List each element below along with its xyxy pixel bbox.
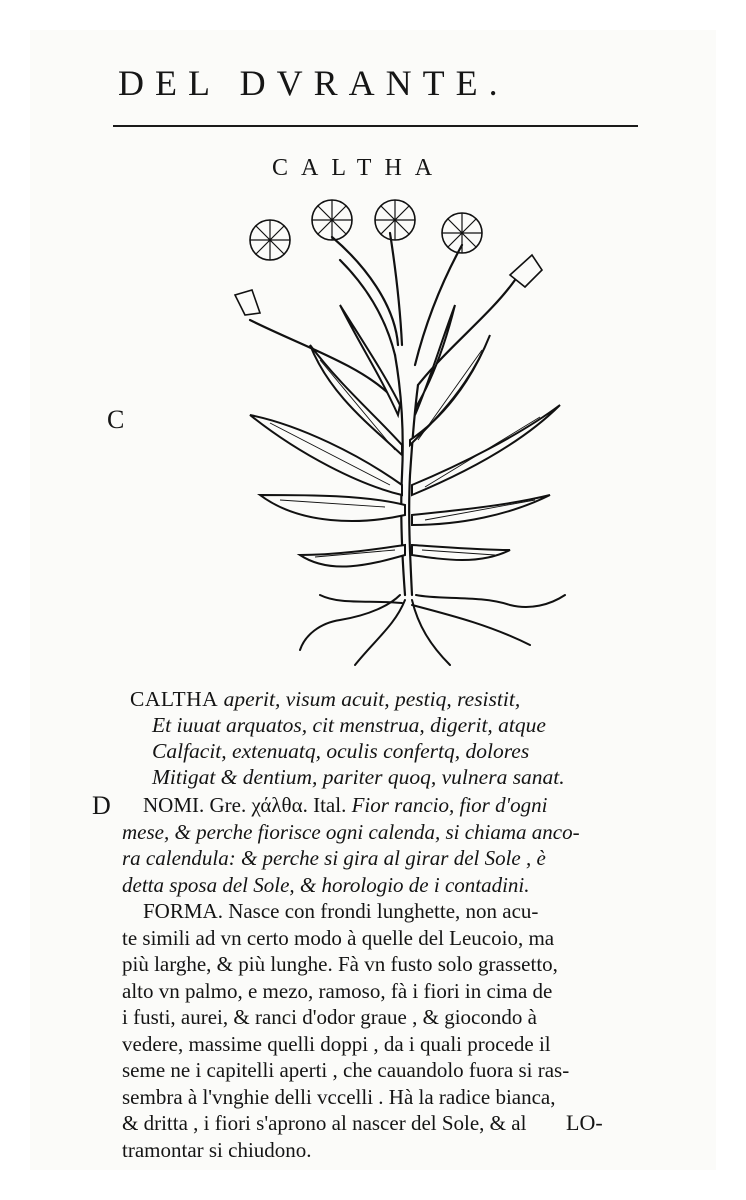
verse-line-1 — [130, 686, 690, 712]
catchword: LO- — [566, 1110, 603, 1135]
forma-line-7: seme ne i capitelli aperti , che cauandolo fuora si ras- — [122, 1058, 570, 1082]
plant-woodcut-icon — [190, 195, 590, 680]
forma-line-5: i fusti, aurei, & ranci d'odor graue , & giocondo à — [122, 1005, 537, 1029]
verse-line-4: Mitigat & dentium, pariter quoq, vulnera sanat. — [152, 765, 565, 789]
forma-line-6: vedere, massime quelli doppi , da i quali procede il — [122, 1031, 551, 1056]
margin-marker-c: C — [107, 405, 125, 434]
verse-block — [130, 686, 690, 790]
nomi-line-2: mese, & perche fiorisce ogni calenda, si chiama anco- — [122, 819, 580, 844]
nomi-line-1 — [122, 792, 652, 819]
margin-marker-d: D — [92, 791, 111, 820]
header-rule — [113, 125, 638, 127]
forma-line-10: tramontar si chiudono. — [122, 1137, 312, 1162]
verse-line-2: Et iuuat arquatos, cit menstrua, digerit, atque — [152, 713, 546, 737]
verse-line-1-rest: aperit, visum acuit, pestiq, resistit, — [218, 687, 521, 711]
verse-line-3: Calfacit, extenuatq, oculis confertq, dolores — [152, 739, 530, 763]
verse-lead: CALTHA — [130, 687, 219, 711]
forma-line-9: & dritta , i fiori s'aprono al nascer del Sole, & al — [122, 1111, 527, 1135]
forma-line-2: te simili ad vn certo modo à quelle del Leucoio, ma — [122, 925, 555, 950]
forma-line-1 — [122, 898, 652, 925]
body-text — [122, 792, 652, 1163]
forma-line-3: più larghe, & più lunghe. Fà vn fusto solo grassetto, — [122, 952, 558, 976]
nomi-line-3: ra calendula: & perche si gira al girar del Sole , è — [122, 846, 546, 870]
forma-line-4: alto vn palmo, e mezo, ramoso, fà i fiori in cima de — [122, 978, 553, 1003]
running-title: DEL DVRANTE. — [118, 63, 509, 103]
forma-line-8: sembra à l'vnghie delli vccelli . Hà la radice bianca, — [122, 1084, 556, 1109]
forma-line-1-text: FORMA. Nasce con frondi lunghette, non acu- — [143, 899, 539, 923]
plant-title: CALTHA — [272, 155, 446, 181]
nomi-italian-names: Fior rancio, fior d'ogni — [351, 793, 548, 817]
nomi-lead: NOMI. Gre. χάλθα. Ital. — [143, 793, 352, 817]
nomi-line-4: detta sposa del Sole, & horologio de i contadini. — [122, 872, 530, 897]
